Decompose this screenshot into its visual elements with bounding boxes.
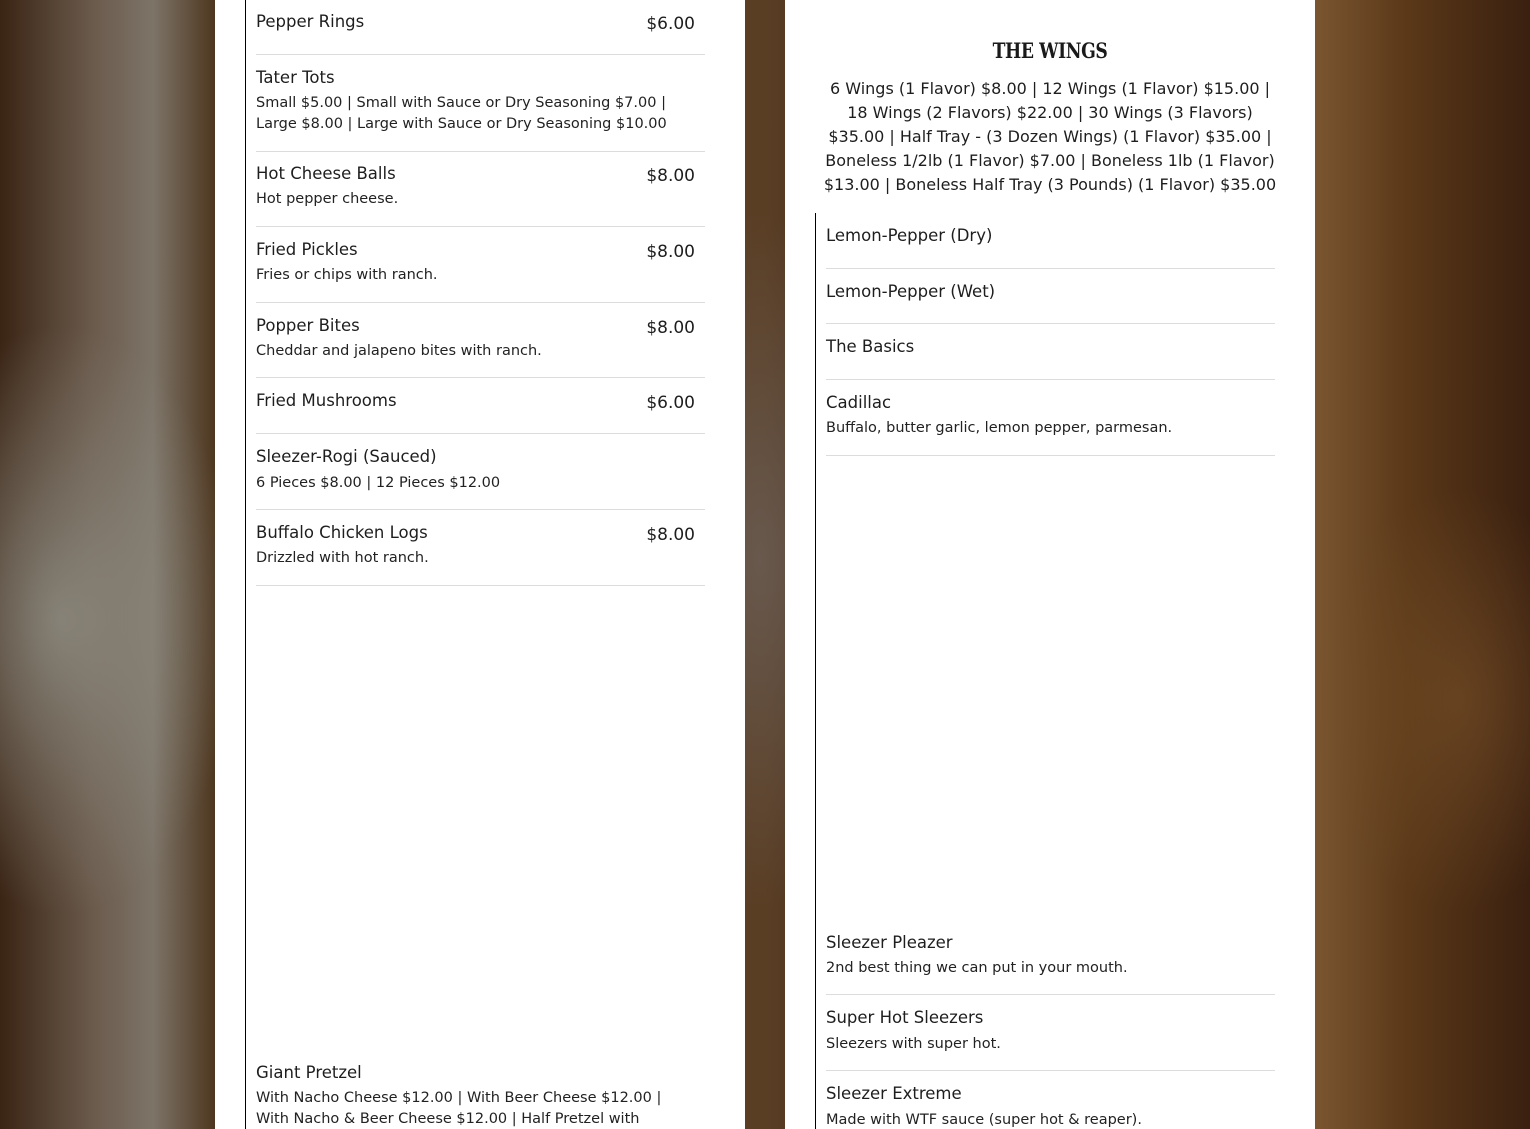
item-name: Popper Bites [256, 316, 360, 335]
item-name: Giant Pretzel [256, 1063, 362, 1082]
item-name: Super Hot Sleezers [826, 1008, 984, 1027]
item-name: Sleezer Extreme [826, 1084, 962, 1103]
menu-item [826, 226, 1275, 269]
item-description: Cheddar and jalapeno bites with ranch. [256, 343, 542, 359]
item-name: Lemon-Pepper (Wet) [826, 282, 996, 301]
menu-item [826, 393, 1275, 456]
menu-item [256, 391, 705, 434]
item-price: $6.00 [646, 393, 695, 413]
item-name: Sleezer-Rogi (Sauced) [256, 447, 437, 466]
menu-item [256, 12, 705, 55]
item-price: $6.00 [646, 14, 695, 34]
item-description: 6 Pieces $8.00 | 12 Pieces $12.00 [256, 475, 501, 491]
item-name: Sleezer Pleazer [826, 933, 953, 952]
menu-item [826, 282, 1275, 324]
item-name: Hot Cheese Balls [256, 164, 396, 183]
menu-item [256, 316, 705, 378]
menu-panel-right [785, 0, 1315, 1129]
menu-item [256, 68, 705, 152]
item-price: $8.00 [646, 166, 695, 186]
item-name: Cadillac [826, 393, 892, 412]
menu-item [256, 164, 705, 227]
item-name: Tater Tots [256, 68, 335, 87]
menu-item [826, 337, 1275, 380]
item-name: The Basics [826, 337, 915, 356]
menu-item [826, 1084, 1275, 1129]
item-price: $8.00 [646, 318, 695, 338]
item-name: Buffalo Chicken Logs [256, 523, 428, 542]
menu-item [826, 1008, 1275, 1071]
column-divider-right [815, 213, 816, 1129]
item-description: Fries or chips with ranch. [256, 267, 438, 283]
item-description: Buffalo, butter garlic, lemon pepper, parmesan. [826, 420, 1173, 436]
menu-item [256, 1063, 705, 1129]
item-description: 2nd best thing we can put in your mouth. [826, 960, 1128, 976]
item-description: Drizzled with hot ranch. [256, 550, 429, 566]
menu-item [256, 523, 705, 586]
column-divider-left [245, 0, 246, 1129]
menu-item [826, 933, 1275, 995]
item-name: Lemon-Pepper (Dry) [826, 226, 993, 245]
menu-item [256, 447, 705, 510]
item-description: Made with WTF sauce (super hot & reaper). [826, 1112, 1142, 1128]
section-description: 6 Wings (1 Flavor) $8.00 | 12 Wings (1 Flavor) $15.00 | 18 Wings (2 Flavors) $22.00 | 30 Wings (3 Flavors) $35.00 | Half Tray - (3 Dozen Wings) (1 Flavor) $35.00 | Boneless 1/2lb (1 Flavor) $7.00 | Boneless 1lb (1 Flavor) $13.00 | Boneless Half Tray (3 Pounds) (1 Flavor) $35.00 [823, 79, 1277, 194]
menu-item [256, 240, 705, 303]
menu-panel-left [215, 0, 745, 1129]
item-name: Fried Pickles [256, 240, 358, 259]
item-description: Small $5.00 | Small with Sauce or Dry Seasoning $7.00 | Large $8.00 | Large with Sauce or Dry Seasoning $10.00 [256, 95, 667, 132]
item-description: With Nacho Cheese $12.00 | With Beer Cheese $12.00 | With Nacho & Beer Cheese $12.00 | Half Pretzel with [256, 1090, 662, 1127]
item-description: Hot pepper cheese. [256, 191, 399, 207]
item-price: $8.00 [646, 242, 695, 262]
item-price: $8.00 [646, 525, 695, 545]
item-description: Sleezers with super hot. [826, 1036, 1001, 1052]
section-title: THE WINGS [992, 38, 1108, 63]
item-name: Fried Mushrooms [256, 391, 397, 410]
item-name: Pepper Rings [256, 12, 365, 31]
